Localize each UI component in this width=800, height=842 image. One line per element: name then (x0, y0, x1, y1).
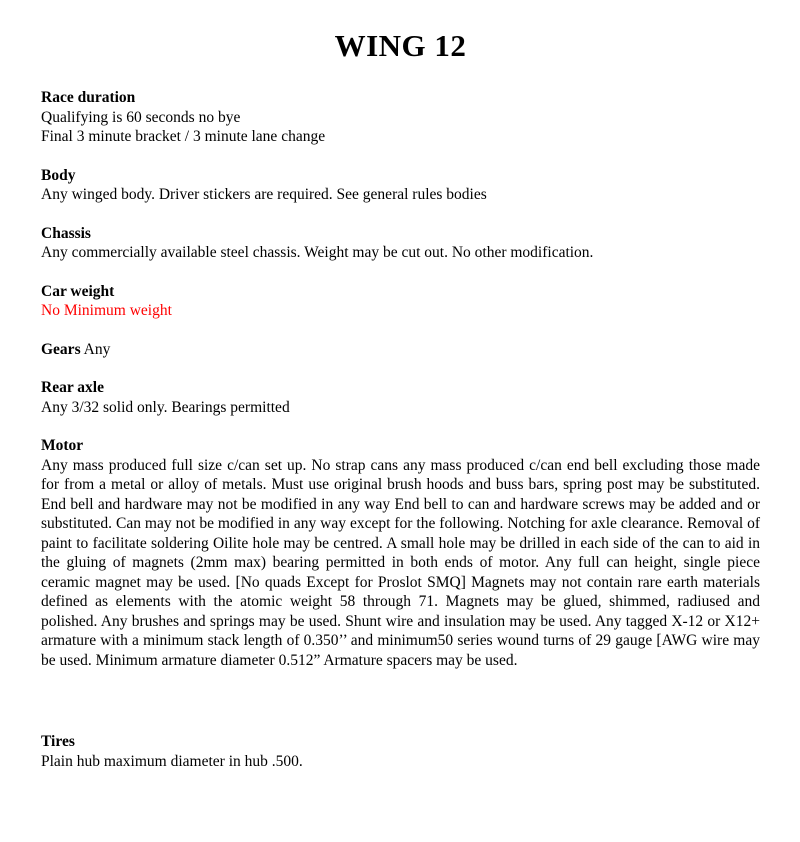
section-line: Final 3 minute bracket / 3 minute lane change (41, 128, 326, 145)
section-paragraph: Any mass produced full size c/can set up. No strap cans any mass produced c/can end bell excluding those made for from a metal or alloy of metals. Must use original brush hoods and buss bars, spring post may be substituted. End bell and hardware may not be modified in any way End bell to can and hardware screws may be added and or substituted. Can may not be modified in any way except for the following. Notching for axle clearance. Removal of paint to facilitate soldering Oilite hole may be centred. A small hole may be drilled in each side of the can to aid in the gluing of magnets (2mm max) bearing permitted in both ends of motor. Any full can height, single piece ceramic magnet may be used. [No quads Except for Proslot SMQ] Magnets may not contain rare earth materials defined as elements with the atomic weight 58 through 71. Magnets may be glued, shimmed, radiused and polished. Any brushes and springs may be used. Shunt wire and insulation may be used. Any tagged X-12 or X12+ armature with a minimum stack length of 0.350’’ and minimum50 series wound turns of 29 gauge [AWG wire may be used. Minimum armature diameter 0.512” Armature spacers may be used. (41, 456, 760, 669)
section-heading: Chassis (41, 224, 91, 242)
section-heading: Motor (41, 437, 84, 454)
section-heading-line (41, 732, 760, 752)
section-heading-line (41, 224, 760, 244)
section-heading-line (41, 378, 760, 398)
section-heading-line (41, 282, 760, 302)
section-body (41, 185, 760, 205)
section-line: Any commercially available steel chassis. Weight may be cut out. No other modification. (41, 244, 594, 261)
section-body (41, 301, 760, 321)
section-heading: Gears (41, 340, 81, 358)
section-body (41, 752, 760, 772)
section-heading-line (41, 436, 760, 456)
page-title: WING 12 (334, 28, 467, 63)
section-line: Plain hub maximum diameter in hub .500. (41, 752, 303, 770)
section-body (41, 456, 760, 671)
section-heading: Race duration (41, 89, 136, 106)
section-inline-text: Any (80, 340, 111, 358)
section-body (41, 108, 760, 147)
section-body (41, 243, 760, 263)
section-line: No Minimum weight (41, 302, 172, 319)
section-heading: Tires (41, 733, 75, 750)
section-line: Any 3/32 solid only. Bearings permitted (41, 398, 290, 416)
rules-section (41, 88, 760, 147)
rules-section (41, 340, 760, 360)
rules-section (41, 732, 760, 771)
rules-section (41, 224, 760, 263)
rules-section (41, 436, 760, 670)
rules-section (41, 378, 760, 417)
section-heading-line (41, 166, 760, 186)
section-body (41, 398, 760, 418)
section-heading-line (41, 88, 760, 108)
section-line: Any winged body. Driver stickers are required. See general rules bodies (41, 186, 487, 203)
document-page (0, 28, 800, 771)
section-heading: Body (41, 166, 76, 184)
document-sections (41, 88, 760, 771)
section-heading: Rear axle (41, 379, 104, 396)
section-heading-line (41, 340, 760, 360)
rules-section (41, 166, 760, 205)
section-line: Qualifying is 60 seconds no bye (41, 108, 241, 126)
section-heading: Car weight (41, 282, 115, 300)
rules-section (41, 282, 760, 321)
